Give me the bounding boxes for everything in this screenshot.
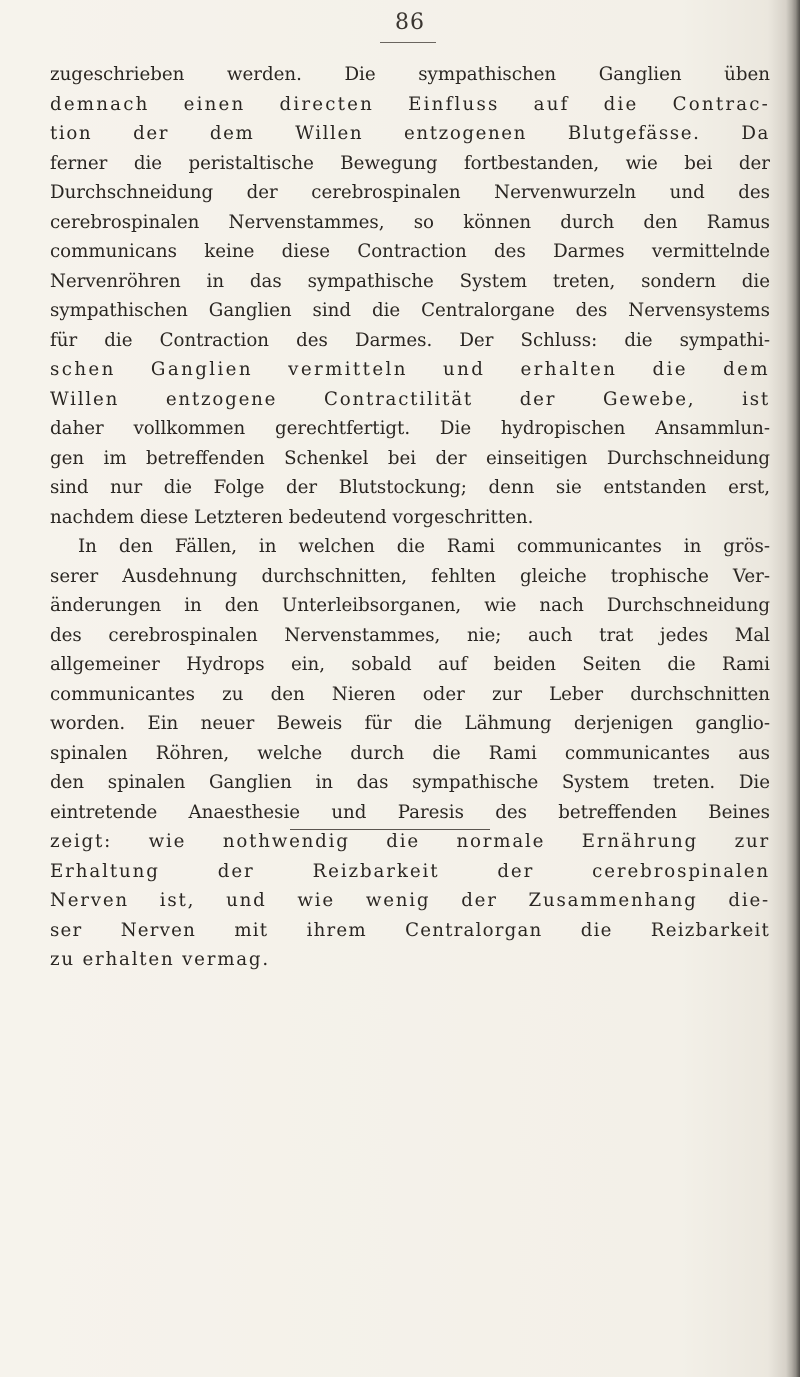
page-edge-shadow: [786, 0, 800, 1377]
page-number-underline: [380, 42, 436, 43]
text-line: den spinalen Ganglien in das sympathische System treten. Die: [50, 772, 770, 793]
text-line: daher vollkommen gerechtfertigt. Die hydropischen Ansammlun-: [50, 418, 770, 439]
text-line: änderungen in den Unterleibsorganen, wie nach Durchschneidung: [50, 595, 770, 616]
text-line: sind nur die Folge der Blutstockung; denn sie entstanden erst,: [50, 477, 770, 498]
closing-rule: [290, 829, 490, 830]
body-text: [50, 60, 770, 975]
text-line: zu erhalten vermag.: [50, 949, 270, 970]
text-line: eintretende Anaesthesie und Paresis des betreffenden Beines: [50, 801, 770, 823]
text-line: demnach einen directen Einfluss auf die Contrac-: [50, 93, 770, 115]
text-line: zeigt: wie nothwendig die normale Ernährung zur: [50, 831, 770, 852]
text-line: schen Ganglien vermitteln und erhalten die dem: [50, 359, 770, 380]
text-line: für die Contraction des Darmes. Der Schluss: die sympathi-: [50, 329, 770, 351]
text-line: nachdem diese Letzteren bedeutend vorgeschritten.: [50, 506, 534, 528]
text-line: ser Nerven mit ihrem Centralorgan die Reizbarkeit: [50, 919, 770, 941]
text-line: allgemeiner Hydrops ein, sobald auf beiden Seiten die Rami: [50, 654, 770, 675]
text-line: serer Ausdehnung durchschnitten, fehlten gleiche trophische Ver-: [50, 565, 770, 587]
page-number: 86: [395, 10, 425, 35]
text-line: Nerven ist, und wie wenig der Zusammenhang die-: [50, 890, 770, 911]
text-line: zugeschrieben werden. Die sympathischen Ganglien üben: [50, 64, 770, 85]
text-line: sympathischen Ganglien sind die Centralorgane des Nervensystems: [50, 300, 770, 321]
text-line: communicantes zu den Nieren oder zur Leber durchschnitten: [50, 683, 770, 705]
text-line: communicans keine diese Contraction des Darmes vermittelnde: [50, 241, 770, 262]
text-line: des cerebrospinalen Nervenstammes, nie; auch trat jedes Mal: [50, 624, 770, 646]
text-line: worden. Ein neuer Beweis für die Lähmung derjenigen ganglio-: [50, 713, 770, 734]
text-line: Erhaltung der Reizbarkeit der cerebrospinalen: [50, 860, 770, 882]
text-line: In den Fällen, in welchen die Rami communicantes in grös-: [78, 536, 770, 557]
text-line: Durchschneidung der cerebrospinalen Nervenwurzeln und des: [50, 182, 770, 203]
text-line: ferner die peristaltische Bewegung fortbestanden, wie bei der: [50, 152, 770, 174]
text-line: gen im betreffenden Schenkel bei der einseitigen Durchschneidung: [50, 447, 770, 469]
text-line: tion der dem Willen entzogenen Blutgefässe. Da: [50, 123, 770, 144]
text-line: Nervenröhren in das sympathische System treten, sondern die: [50, 270, 770, 292]
text-line: Willen entzogene Contractilität der Gewebe, ist: [50, 388, 770, 410]
text-line: cerebrospinalen Nervenstammes, so können durch den Ramus: [50, 211, 770, 233]
text-line: spinalen Röhren, welche durch die Rami communicantes aus: [50, 742, 770, 764]
